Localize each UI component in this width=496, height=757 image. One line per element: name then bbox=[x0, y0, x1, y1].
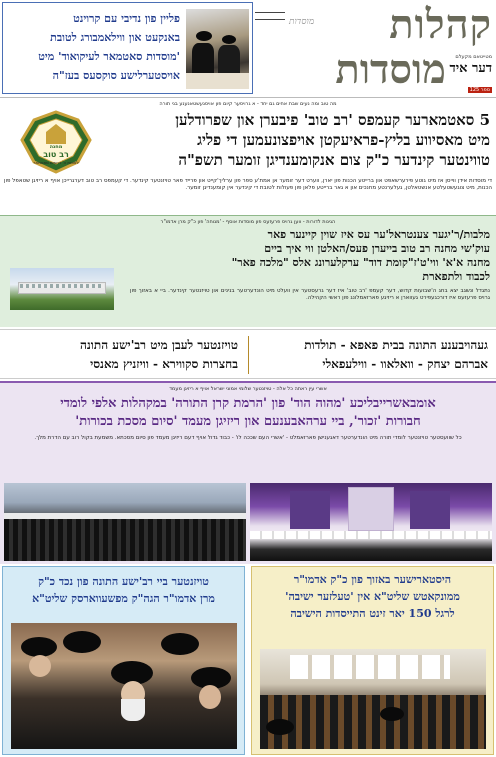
top-left-photo bbox=[186, 9, 249, 89]
bottom-left-headline bbox=[9, 573, 238, 607]
purple-section[interactable] bbox=[0, 381, 496, 564]
mid-left-line2: בחצרות סקווירא - וויזניץ מאנסי bbox=[90, 357, 238, 371]
masthead bbox=[255, 1, 492, 96]
masthead-tag-name: דער איד bbox=[449, 61, 492, 76]
rav-tov-headline3: טווינטער קינדער כ"ק צום אנקומענדיגן זומער תשפ"ה bbox=[178, 151, 490, 169]
top-left-box[interactable] bbox=[2, 2, 253, 94]
bottom-left-line1: טויזנטער ביי רב'ישע התונה פון נכד כ"ק bbox=[38, 575, 209, 588]
mid-left-story[interactable] bbox=[8, 336, 238, 374]
bottom-left-box[interactable] bbox=[2, 566, 245, 755]
mid-right-story[interactable] bbox=[258, 336, 488, 374]
mid-row bbox=[0, 329, 496, 379]
masthead-tag bbox=[448, 54, 492, 94]
mid-right-line1: געהויבענע התונה בבית פאפא - תולדות bbox=[304, 338, 488, 352]
top-left-line2: באנקעט און ווילאמבורג לטובת bbox=[50, 31, 180, 44]
purple-body: כל שוועסטער טויזנטער לומדי תורה מיט הונדערטער דאגענישן פארזאמלט - 'אשרי העם שככה לו' - כבוד גדול אויף דעם ריזיגן מעמד פון סיום מסכתא. משמעת בקול רוב עם הדרת מלך. bbox=[34, 435, 462, 441]
purple-headline bbox=[6, 395, 490, 431]
camp-headline2: עוק'שי מחנה רב טוב בייערן פעס/האלטן ווי איך ביים bbox=[264, 242, 490, 255]
masthead-title-line1: קהלות bbox=[389, 1, 492, 48]
bottom-right-box[interactable] bbox=[251, 566, 494, 755]
bottom-right-line1: היסטארישער באזוך פון כ"ק אדמו"ר bbox=[293, 573, 452, 586]
rav-tov-logo-mid: רב טוב bbox=[43, 150, 69, 159]
rav-tov-headline bbox=[90, 110, 490, 170]
camp-headline4: לכבוד ולתפארת bbox=[422, 270, 490, 283]
rav-tov-body: די מוסדות אידן ווייסן אז מיט גוטע פירערשאפט און ברייטע הכנות פון יארן, ווערט דער זומער אן אמת'ע ספר פון ערליך'קייט און פרייד פאר טויזנטער קינדער. די קעמפס רב טוב דערגרייכן אויף א ריזיגן שטאפל פון הכנות, מיט צוגעשטעלטע אנשטאלטן, געלערנטע מחנכים און א גאר ברייטע פלאן פון פעולות לטובת די קינדער אין קומענדיגן זומער. bbox=[4, 178, 492, 191]
purple-headline1: אומבאשרייבליכע 'מהוה הוד' פון 'הרמת קרן התורה' במקהלות אלפי לומדי bbox=[60, 396, 436, 411]
purple-header: אשרי עין ראתה כל אלה - טויזנטער שלומי אמוני ישראל אויף א ריזיגן מעמד bbox=[169, 386, 327, 392]
bottom-right-line2: ממונקאטש שליט"א אין 'טעלזער ישיבה' bbox=[285, 590, 460, 603]
rav-tov-logo-bottom: לאונות ה' רחמים סאטמאר bbox=[33, 160, 79, 165]
top-left-line3: 'מוסדות סאטמאר לעיקואוד' מיט bbox=[38, 50, 180, 63]
rav-tov-headline1: 5 סאטמארער קעמפס 'רב טוב' פיבערן און שפרודלען bbox=[175, 111, 490, 129]
masthead-tag-side: מוסדות bbox=[289, 17, 315, 27]
camp-headline bbox=[130, 228, 490, 284]
purple-photo-left bbox=[4, 483, 246, 561]
bottom-right-headline bbox=[258, 571, 487, 622]
bottom-left-line2: מרן אדמו"ר הגה"ק מפשעווארסק שליט"א bbox=[32, 592, 215, 605]
purple-headline2: חבורות 'זכור', ביי ערהאבענעם און ריזיגן מעמד 'סיום מסכת בכורות' bbox=[75, 414, 421, 429]
camp-section[interactable] bbox=[0, 215, 496, 327]
mid-right-line2: אברהם יצחק - וואלאוו - ווילעפאלי bbox=[322, 357, 488, 371]
rav-tov-logo-top: מחנה bbox=[49, 144, 63, 150]
masthead-tag-top: מטייטאם מקעלם bbox=[455, 54, 492, 60]
rav-tov-logo-emblem bbox=[18, 110, 94, 176]
mid-left-line1: טויזנטער לעבן מיט רב'ישע התונה bbox=[80, 338, 238, 352]
rav-tov-headline2: מיט מאסיווע בליץ-פראיעקטן אויפצונעמען די פליג bbox=[197, 131, 490, 149]
top-left-line4: אויסטערלישע סוקסעס בעז"ה bbox=[52, 69, 180, 82]
top-left-text bbox=[6, 9, 180, 85]
masthead-date bbox=[255, 12, 285, 20]
camp-headline1: מלבות/ר'יגער צענטראל'ער עס איז שוין קיינער פאר bbox=[267, 228, 490, 241]
bottom-left-photo bbox=[11, 623, 237, 749]
top-left-line1: פליין פון נדיבי עם קרוינט bbox=[73, 12, 180, 25]
rav-tov-logo bbox=[18, 110, 94, 176]
masthead-tag-num: ספר 125 bbox=[469, 87, 490, 93]
mid-divider bbox=[248, 336, 249, 374]
camp-header: הגינות לדורות - ווען גרויס פרעזעס פון מוסדות אוסף - 'מנוחה' פון כ"ק מרן אדמו"ר bbox=[160, 219, 336, 225]
camp-body: נתגדל ונשגב יצא בחג ה'שבועות קדוש, דער קעמפ 'רב טוב' איז דער גרעסטער אין וועלט מיט הונדערטער בנינים און טויזנטער קינדער. ביי א באזוך פון גרויס פרעזעס איז דורכגעפירט געווארן א ריזיגע פארזאמלונג פון ראשי הקהילה. bbox=[130, 288, 490, 301]
bottom-right-photo bbox=[260, 649, 486, 749]
camp-photo bbox=[10, 268, 114, 310]
rav-tov-header: מה טוב ומה נעים שבת אחים גם יחד - א גרויסער קיום פון אויסגעשטאנענע בני תורה bbox=[159, 101, 337, 107]
purple-photo-right bbox=[250, 483, 492, 561]
rav-tov-section[interactable] bbox=[0, 97, 496, 214]
masthead-title-line2: מוסדות bbox=[335, 46, 446, 93]
bottom-right-line3: לרגל 150 יאר זינט התייסדות הישיבה bbox=[290, 607, 455, 620]
camp-headline3: מחנה א'א' ווי'ט'ז"קומת דוד" ערקלערונג אלס "מלכה פאר" bbox=[231, 256, 490, 269]
